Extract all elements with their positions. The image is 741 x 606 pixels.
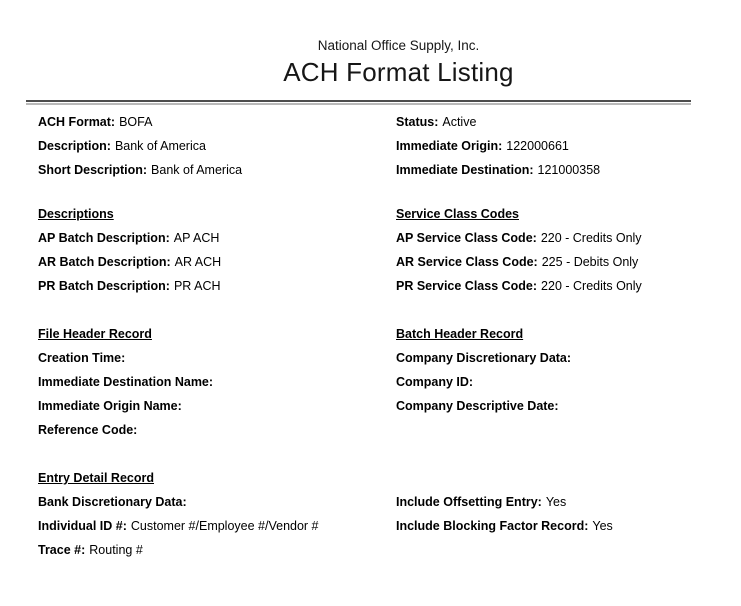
descriptions-column <box>38 202 396 298</box>
heading-spacer <box>396 466 721 490</box>
field-label: Immediate Destination: <box>396 163 534 177</box>
ap-service-class-code-field <box>396 226 721 250</box>
field-label: Trace #: <box>38 543 86 557</box>
field-label: PR Service Class Code: <box>396 279 538 293</box>
field-value: AR ACH <box>174 255 222 269</box>
field-label: Company Descriptive Date: <box>396 399 559 413</box>
field-label: Reference Code: <box>38 423 138 437</box>
field-label: Include Blocking Factor Record: <box>396 519 589 533</box>
field-value: Yes <box>592 519 613 533</box>
field-label: Description: <box>38 139 111 153</box>
field-value: 121000358 <box>537 163 601 177</box>
field-label: Creation Time: <box>38 351 126 365</box>
description-field <box>38 134 396 158</box>
field-label: Short Description: <box>38 163 148 177</box>
field-label: PR Batch Description: <box>38 279 170 293</box>
company-descriptive-date-field <box>396 394 721 418</box>
field-label: Include Offsetting Entry: <box>396 495 542 509</box>
ar-batch-description-field <box>38 250 396 274</box>
field-value: Routing # <box>89 543 143 557</box>
field-value: 225 - Debits Only <box>541 255 639 269</box>
field-label: ACH Format: <box>38 115 116 129</box>
pr-batch-description-field <box>38 274 396 298</box>
company-id-field <box>396 370 721 394</box>
field-label: Company ID: <box>396 375 474 389</box>
immediate-destination-field <box>396 158 721 182</box>
field-label: Immediate Destination Name: <box>38 375 214 389</box>
entry-detail-record-column <box>38 466 396 562</box>
short-description-field <box>38 158 396 182</box>
field-label: Company Discretionary Data: <box>396 351 572 365</box>
status-field <box>396 110 721 134</box>
service-class-codes-column <box>396 202 721 298</box>
ap-batch-description-field <box>38 226 396 250</box>
general-info-right-column <box>396 110 721 182</box>
ar-service-class-code-field <box>396 250 721 274</box>
field-value: BOFA <box>119 115 153 129</box>
include-blocking-factor-record-field <box>396 514 721 538</box>
field-label: AR Batch Description: <box>38 255 171 269</box>
creation-time-field <box>38 346 396 370</box>
field-label: Immediate Origin Name: <box>38 399 182 413</box>
field-value: Active <box>442 115 477 129</box>
field-label: AP Service Class Code: <box>396 231 537 245</box>
company-name: National Office Supply, Inc. <box>317 38 480 53</box>
descriptions-heading: Descriptions <box>38 207 114 221</box>
field-label: Bank Discretionary Data: <box>38 495 187 509</box>
report-body <box>0 110 741 562</box>
trace-number-field <box>38 538 396 562</box>
field-value: Bank of America <box>151 163 243 177</box>
general-info-section <box>38 110 721 182</box>
report-header <box>0 0 741 88</box>
pr-service-class-code-field <box>396 274 721 298</box>
field-value: Bank of America <box>114 139 206 153</box>
field-value: AP ACH <box>173 231 220 245</box>
field-label: Immediate Origin: <box>396 139 503 153</box>
field-label: Individual ID #: <box>38 519 127 533</box>
entry-detail-record-section <box>38 466 721 562</box>
field-value: Yes <box>545 495 567 509</box>
general-info-left-column <box>38 110 396 182</box>
field-value: 220 - Credits Only <box>540 231 642 245</box>
entry-detail-options-column <box>396 466 721 562</box>
batch-header-record-heading: Batch Header Record <box>396 327 524 341</box>
immediate-origin-name-field <box>38 394 396 418</box>
field-value: 122000661 <box>506 139 569 153</box>
file-header-record-heading: File Header Record <box>38 327 152 341</box>
immediate-destination-name-field <box>38 370 396 394</box>
file-header-record-section <box>38 322 721 442</box>
file-header-record-column <box>38 322 396 442</box>
descriptions-section <box>38 202 721 298</box>
field-value: Customer #/Employee #/Vendor # <box>130 519 319 533</box>
entry-detail-record-heading: Entry Detail Record <box>38 471 155 485</box>
field-label: AP Batch Description: <box>38 231 170 245</box>
field-label: AR Service Class Code: <box>396 255 538 269</box>
field-value: PR ACH <box>173 279 221 293</box>
field-label: Status: <box>396 115 439 129</box>
include-offsetting-entry-field <box>396 490 721 514</box>
service-class-codes-heading: Service Class Codes <box>396 207 519 221</box>
field-value: 220 - Credits Only <box>541 279 642 293</box>
report-title: ACH Format Listing <box>283 57 514 87</box>
ach-format-field <box>38 110 396 134</box>
bank-discretionary-data-field <box>38 490 396 514</box>
individual-id-field <box>38 514 396 538</box>
company-discretionary-data-field <box>396 346 721 370</box>
header-divider <box>26 100 691 105</box>
immediate-origin-field <box>396 134 721 158</box>
reference-code-field <box>38 418 396 442</box>
batch-header-record-column <box>396 322 721 442</box>
